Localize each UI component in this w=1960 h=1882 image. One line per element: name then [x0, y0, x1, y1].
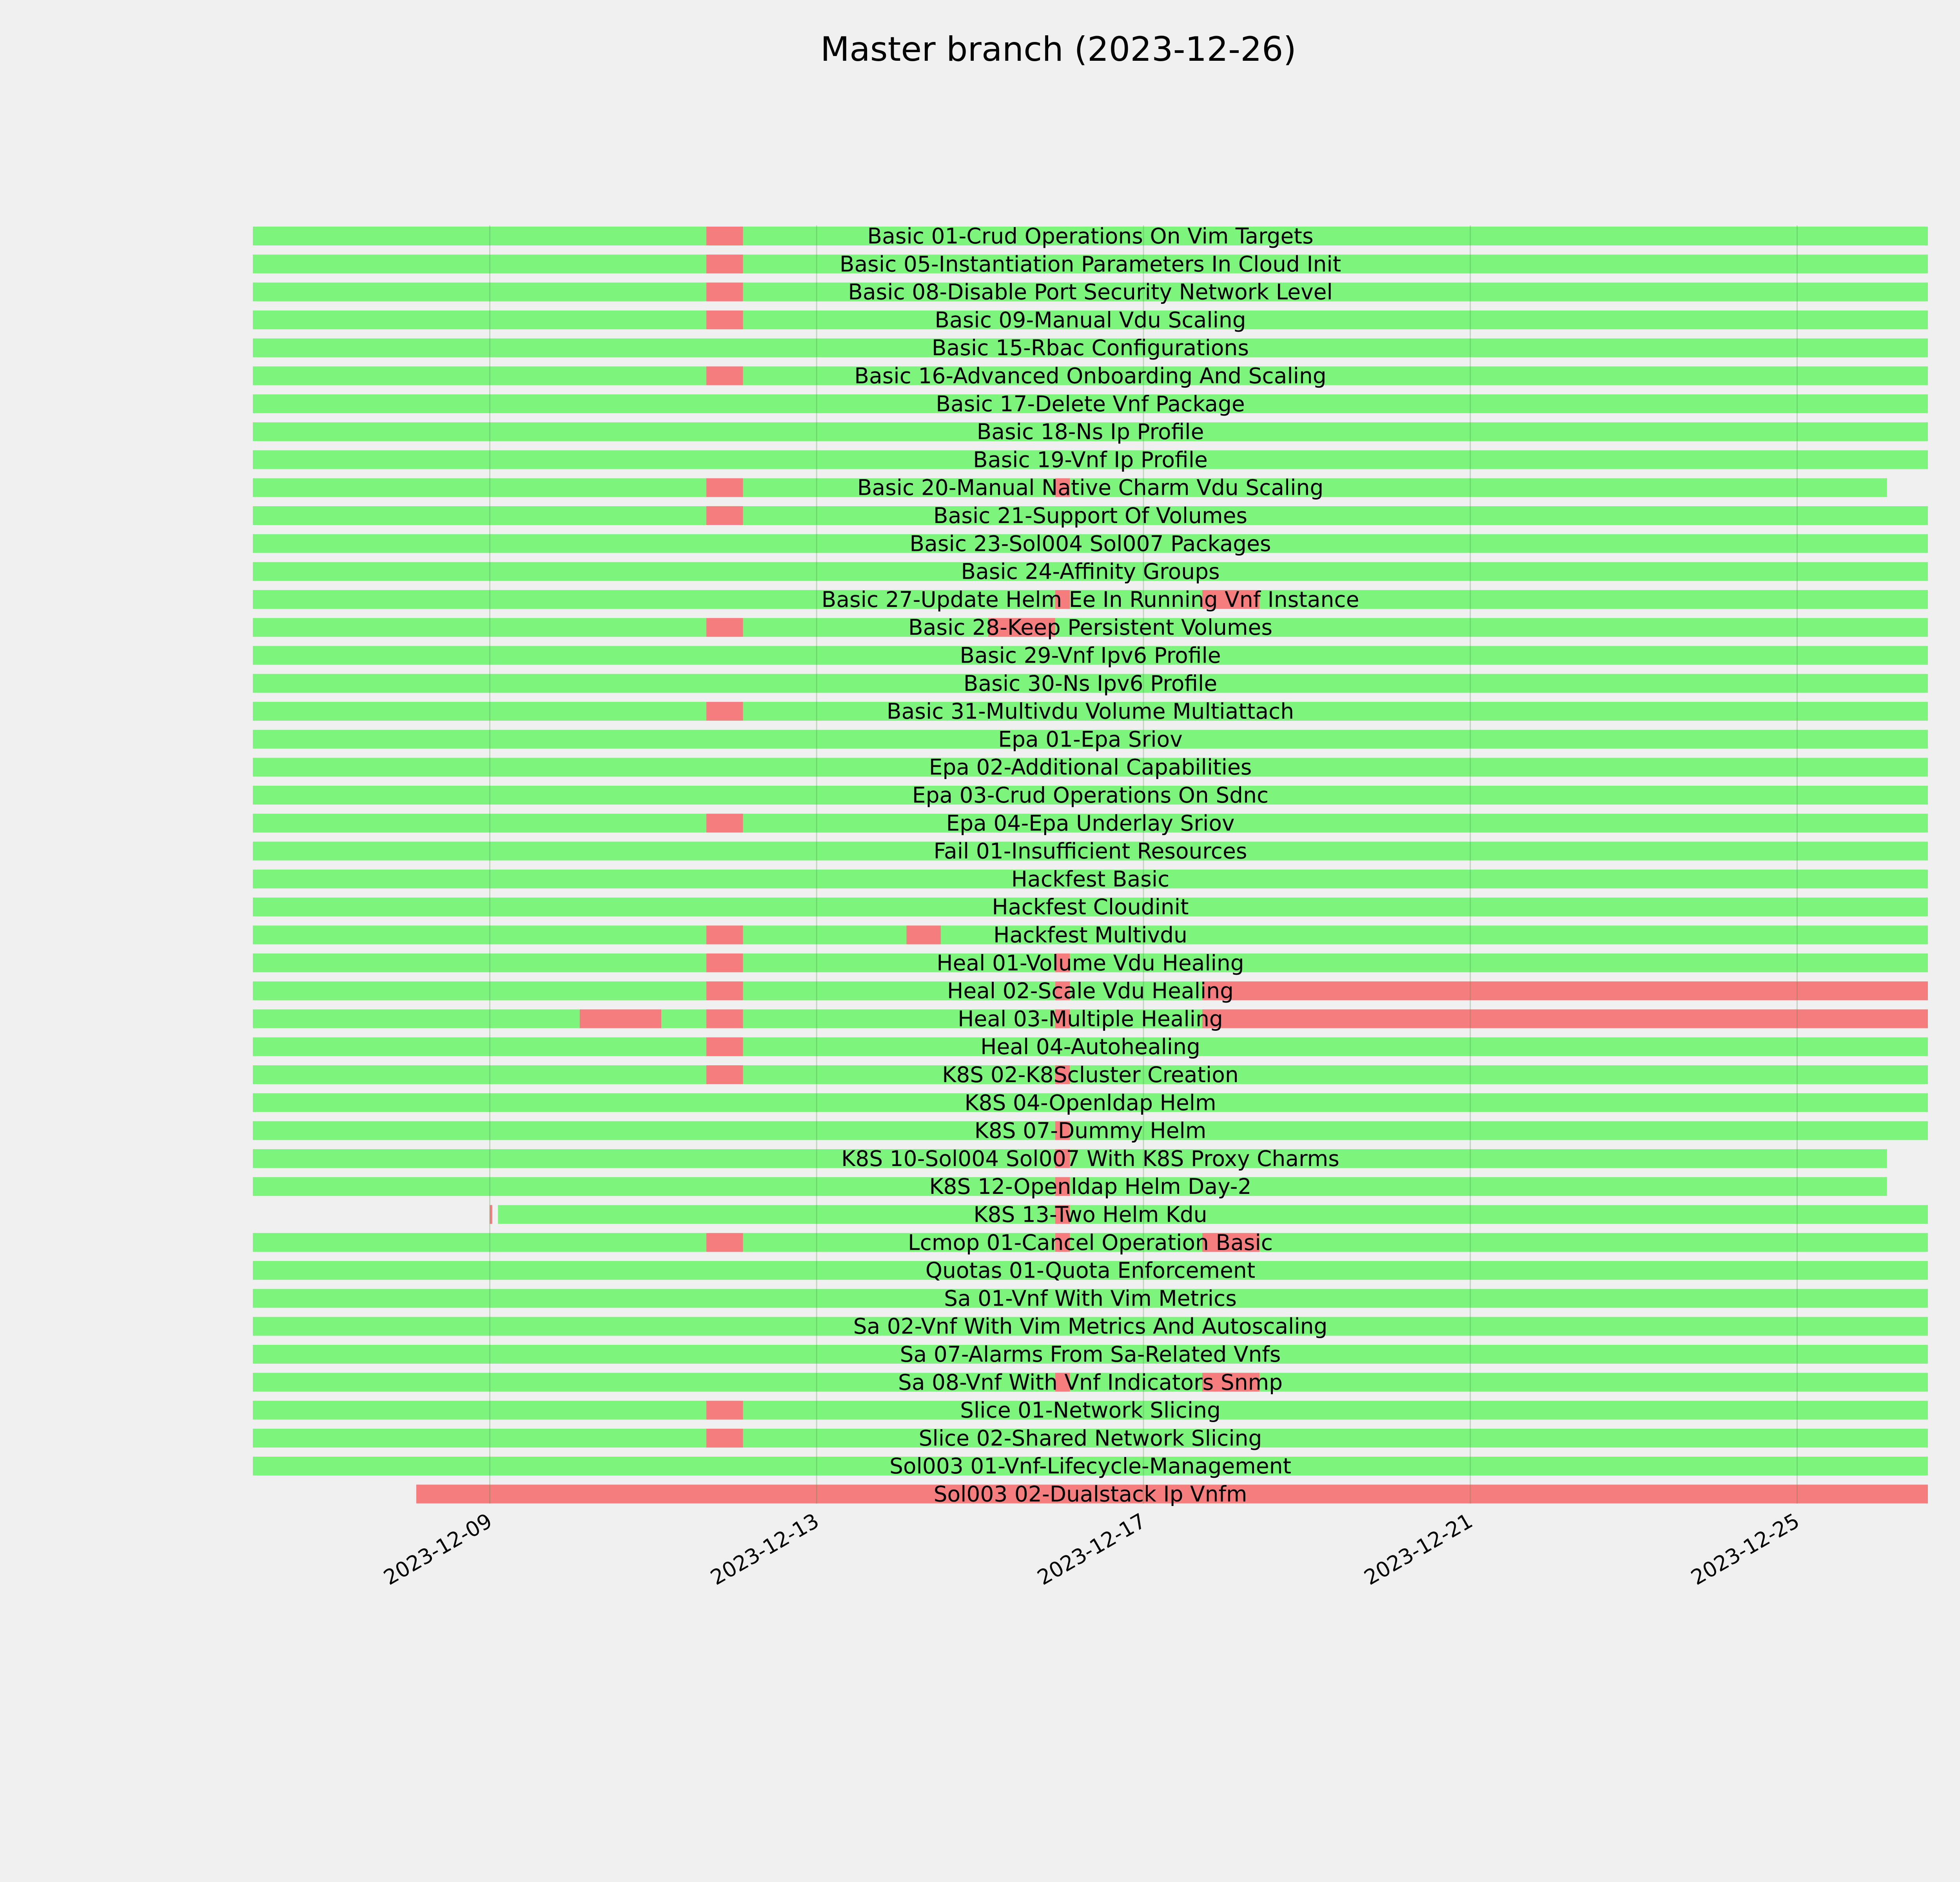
- row-label: Basic 01-Crud Operations On Vim Targets: [867, 223, 1314, 249]
- row-label: Sa 02-Vnf With Vim Metrics And Autoscaling: [853, 1313, 1328, 1339]
- bar-segment-pass: [253, 506, 706, 525]
- bar-segment-fail: [706, 954, 743, 972]
- bar-segment-fail: [706, 283, 743, 302]
- row-label: Hackfest Multivdu: [993, 922, 1187, 948]
- row-label: Basic 05-Instantiation Parameters In Cloud Init: [839, 251, 1341, 277]
- bar-segment-pass: [253, 367, 706, 385]
- row-label: Basic 31-Multivdu Volume Multiattach: [886, 699, 1294, 724]
- bar-segment-pass: [743, 1401, 1928, 1420]
- row-label: Hackfest Basic: [1011, 866, 1170, 892]
- bar-segment-pass: [253, 1401, 706, 1420]
- bar-segment-pass: [661, 1009, 706, 1028]
- bar-segment-fail: [706, 1009, 743, 1028]
- bar-segment-fail: [706, 367, 743, 385]
- row-label: Basic 20-Manual Native Charm Vdu Scaling: [857, 475, 1324, 500]
- row-label: Basic 19-Vnf Ip Profile: [973, 447, 1208, 472]
- row-label: K8S 04-Openldap Helm: [964, 1090, 1216, 1115]
- bar-segment-fail: [706, 254, 743, 273]
- row-label: Heal 04-Autohealing: [980, 1034, 1200, 1059]
- bar-segment-fail: [706, 814, 743, 832]
- row-label: K8S 13-Two Helm Kdu: [973, 1202, 1207, 1227]
- row-label: Lcmop 01-Cancel Operation Basic: [908, 1230, 1273, 1255]
- row-label: Slice 02-Shared Network Slicing: [918, 1425, 1262, 1451]
- bar-segment-pass: [743, 926, 907, 945]
- bar-segment-pass: [253, 1233, 706, 1252]
- bar-segment-pass: [498, 1205, 1055, 1224]
- row-label: K8S 10-Sol004 Sol007 With K8S Proxy Charms: [841, 1146, 1339, 1171]
- bar-segment-pass: [1259, 1233, 1928, 1252]
- bar-segment-pass: [253, 702, 706, 721]
- row-label: Basic 18-Ns Ip Profile: [976, 419, 1204, 445]
- bar-segment-pass: [253, 283, 706, 302]
- bar-segment-pass: [253, 227, 706, 245]
- row-label: Epa 03-Crud Operations On Sdnc: [912, 783, 1269, 808]
- bar-segment-pass: [253, 1009, 580, 1028]
- bar-segment-pass: [253, 1121, 1055, 1140]
- bar-segment-pass: [253, 926, 706, 945]
- x-tick-label: 2023-12-13: [706, 1509, 823, 1590]
- row-label: Epa 04-Epa Underlay Sriov: [946, 810, 1235, 836]
- row-label: Sa 07-Alarms From Sa-Related Vnfs: [900, 1342, 1281, 1367]
- chart-title: Master branch (2023-12-26): [820, 30, 1297, 69]
- bar-segment-fail: [706, 311, 743, 329]
- row-label: Basic 30-Ns Ipv6 Profile: [963, 670, 1218, 696]
- row-label: Basic 29-Vnf Ipv6 Profile: [960, 643, 1221, 668]
- row-label: Quotas 01-Quota Enforcement: [925, 1258, 1256, 1283]
- bar-segment-pass: [743, 1037, 1928, 1056]
- row-label: Sa 08-Vnf With Vnf Indicators Snmp: [898, 1370, 1283, 1395]
- x-tick-label: 2023-12-25: [1687, 1509, 1804, 1590]
- row-label: Basic 17-Delete Vnf Package: [936, 391, 1245, 416]
- row-label: Hackfest Cloudinit: [992, 894, 1189, 920]
- row-label: K8S 12-Openldap Helm Day-2: [929, 1174, 1252, 1199]
- bar-segment-fail: [706, 1233, 743, 1252]
- row-label: Epa 01-Epa Sriov: [998, 727, 1183, 752]
- bar-segment-pass: [253, 618, 706, 637]
- bar-segment-fail: [706, 702, 743, 721]
- row-label: Epa 02-Additional Capabilities: [929, 754, 1252, 780]
- bar-segment-pass: [253, 1065, 706, 1084]
- row-label: K8S 07-Dummy Helm: [974, 1118, 1207, 1143]
- bar-segment-fail: [706, 227, 743, 245]
- row-label: Heal 03-Multiple Healing: [958, 1006, 1223, 1032]
- row-label: Basic 27-Update Helm Ee In Running Vnf Instance: [821, 587, 1359, 612]
- bar-segment-fail: [706, 618, 743, 637]
- row-label: Basic 16-Advanced Onboarding And Scaling: [854, 363, 1327, 389]
- bar-segment-pass: [1259, 590, 1928, 609]
- row-label: Sol003 02-Dualstack Ip Vnfm: [933, 1481, 1247, 1507]
- bar-segment-pass: [253, 311, 706, 329]
- row-label: Heal 02-Scale Vdu Healing: [947, 978, 1234, 1004]
- bar-segment-fail: [580, 1009, 661, 1028]
- row-label: Slice 01-Network Slicing: [960, 1397, 1221, 1423]
- row-label: Basic 15-Rbac Configurations: [931, 335, 1249, 361]
- bar-segment-fail: [706, 1065, 743, 1084]
- bar-segment-fail: [706, 1429, 743, 1448]
- x-tick-label: 2023-12-09: [379, 1509, 496, 1590]
- bar-segment-pass: [253, 981, 706, 1000]
- bar-segment-fail: [706, 1401, 743, 1420]
- bar-segment-fail: [706, 926, 743, 945]
- bar-segment-pass: [253, 478, 706, 497]
- bar-segment-pass: [253, 1429, 706, 1448]
- bar-segment-fail: [706, 981, 743, 1000]
- bar-segment-fail: [706, 478, 743, 497]
- bar-segment-fail: [1202, 981, 1928, 1000]
- bar-segment-fail: [1202, 1009, 1928, 1028]
- row-label: Sol003 01-Vnf-Lifecycle-Management: [889, 1453, 1292, 1479]
- bar-segment-pass: [253, 1037, 706, 1056]
- row-label: Basic 09-Manual Vdu Scaling: [935, 307, 1246, 332]
- bar-segment-pass: [253, 954, 706, 972]
- bar-segment-pass: [743, 506, 1928, 525]
- row-label: Fail 01-Insufficient Resources: [933, 838, 1247, 864]
- bar-segment-pass: [253, 254, 706, 273]
- row-label: Basic 08-Disable Port Security Network Level: [848, 279, 1333, 305]
- bar-segment-pass: [253, 814, 706, 832]
- row-label: Basic 24-Affinity Groups: [961, 559, 1220, 584]
- row-label: Heal 01-Volume Vdu Healing: [936, 950, 1244, 976]
- bar-segment-fail: [706, 506, 743, 525]
- bar-segment-pass: [743, 814, 1928, 832]
- bar-segment-pass: [743, 311, 1928, 329]
- row-label: Basic 28-Keep Persistent Volumes: [908, 615, 1273, 640]
- bar-segment-fail: [907, 926, 941, 945]
- x-tick-label: 2023-12-17: [1033, 1509, 1150, 1590]
- bar-segment-pass: [1259, 1373, 1928, 1392]
- row-label: Sa 01-Vnf With Vim Metrics: [944, 1286, 1237, 1311]
- x-tick-label: 2023-12-21: [1360, 1509, 1477, 1590]
- row-label: Basic 21-Support Of Volumes: [933, 503, 1248, 528]
- bar-segment-fail: [706, 1037, 743, 1056]
- row-label: K8S 02-K8Scluster Creation: [942, 1062, 1239, 1087]
- row-label: Basic 23-Sol004 Sol007 Packages: [909, 531, 1271, 556]
